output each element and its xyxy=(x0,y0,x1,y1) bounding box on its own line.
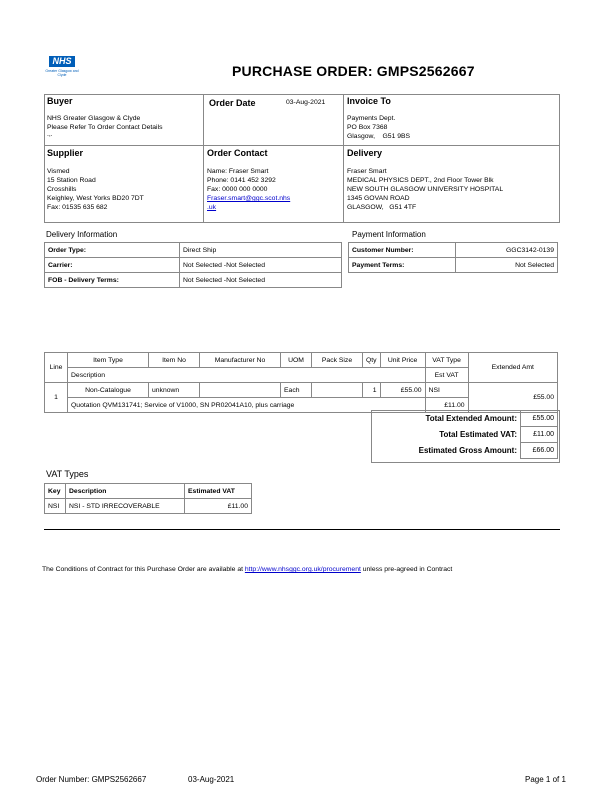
invoice-to-section xyxy=(347,96,555,141)
col-line: Line xyxy=(45,353,68,383)
delivery-line1: Fraser Smart xyxy=(347,168,387,175)
supplier-line2: 15 Station Road xyxy=(47,177,96,184)
col-vat-type: VAT Type xyxy=(425,353,468,368)
order-contact-label: Order Contact xyxy=(207,148,268,158)
invoice-to-label: Invoice To xyxy=(347,96,391,106)
total-extended-value: £55.00 xyxy=(521,411,558,427)
delivery-info-label: FOB - Delivery Terms: xyxy=(45,273,180,288)
col-extended: Extended Amt xyxy=(468,353,557,383)
vat-types-heading: VAT Types xyxy=(46,469,89,479)
table-row xyxy=(45,273,342,288)
total-gross-label: Estimated Gross Amount: xyxy=(418,446,517,455)
table-row xyxy=(371,443,558,459)
table-row xyxy=(349,243,558,258)
total-gross-value: £66.00 xyxy=(521,443,558,459)
delivery-line2: MEDICAL PHYSICS DEPT., 2nd Floor Tower Blk xyxy=(347,177,494,184)
cell-item-no: unknown xyxy=(149,383,200,398)
payment-info-label: Payment Terms: xyxy=(349,258,456,273)
table-header-row xyxy=(45,484,252,499)
delivery-info-label: Carrier: xyxy=(45,258,180,273)
cell-unit-price: £55.00 xyxy=(380,383,425,398)
conditions-before: The Conditions of Contract for this Purchase Order are available at xyxy=(42,566,245,573)
cell-line: 1 xyxy=(45,383,68,413)
cell-vat-type: NSI xyxy=(425,383,468,398)
table-row xyxy=(45,258,342,273)
col-item-type: Item Type xyxy=(68,353,149,368)
cell-qty: 1 xyxy=(363,383,381,398)
nhs-logo-subtitle: Greater Glasgow and Clyde xyxy=(45,69,79,77)
table-row xyxy=(371,427,558,443)
table-row xyxy=(45,383,558,398)
delivery-line3: NEW SOUTH GLASGOW UNIVERSITY HOSPITAL xyxy=(347,186,504,193)
vat-types-table xyxy=(44,483,252,514)
delivery-info-label: Order Type: xyxy=(45,243,180,258)
conditions-text xyxy=(42,566,452,573)
section-divider xyxy=(44,529,560,530)
buyer-line3: .,. xyxy=(47,131,53,138)
payment-info-label: Customer Number: xyxy=(349,243,456,258)
address-divider-v1 xyxy=(203,94,204,222)
order-date-value: 03-Aug-2021 xyxy=(286,99,326,106)
col-qty: Qty xyxy=(363,353,381,368)
footer-order-number: Order Number: GMPS2562667 xyxy=(36,775,147,784)
order-date-label: Order Date xyxy=(209,98,256,108)
delivery-label: Delivery xyxy=(347,148,383,158)
footer-page: Page 1 of 1 xyxy=(525,775,566,784)
cell-description: Quotation QVM131741; Service of V1000, SN PR02041A10, plus carriage xyxy=(68,398,426,413)
page-title: PURCHASE ORDER: GMPS2562667 xyxy=(232,63,475,79)
supplier-line4: Keighley, West Yorks BD20 7DT xyxy=(47,195,144,202)
supplier-line5: Fax: 01535 635 682 xyxy=(47,204,108,211)
cell-est-vat: £11.00 xyxy=(425,398,468,413)
procurement-link[interactable]: http://www.nhsggc.org.uk/procurement xyxy=(244,566,361,573)
conditions-after: unless pre-agreed in Contract xyxy=(360,566,453,573)
supplier-label: Supplier xyxy=(47,148,84,158)
order-contact-fax: Fax: 0000 000 0000 xyxy=(207,186,268,193)
col-manufacturer: Manufacturer No xyxy=(200,353,281,368)
table-row xyxy=(349,258,558,273)
col-unit-price: Unit Price xyxy=(380,353,425,368)
payment-info-table xyxy=(348,242,558,273)
delivery-info-heading: Delivery Information xyxy=(46,230,118,239)
delivery-info-value: Direct Ship xyxy=(180,243,342,258)
nhs-logo-mark: NHS xyxy=(49,56,75,67)
col-pack-size: Pack Size xyxy=(312,353,363,368)
delivery-section xyxy=(347,148,557,212)
order-contact-phone: Phone: 0141 452 3292 xyxy=(207,177,276,184)
col-item-no: Item No xyxy=(149,353,200,368)
totals-table xyxy=(371,410,558,459)
table-row xyxy=(45,499,252,514)
cell-uom: Each xyxy=(281,383,312,398)
total-vat-value: £11.00 xyxy=(521,427,558,443)
col-description: Description xyxy=(68,368,426,383)
table-header-row xyxy=(45,353,558,368)
col-est-vat: Est VAT xyxy=(425,368,468,383)
cell-extended: £55.00 xyxy=(468,383,557,413)
table-row xyxy=(45,243,342,258)
vat-cell-key: NSI xyxy=(45,499,66,514)
address-divider-v2 xyxy=(343,94,344,222)
order-contact-email-link[interactable]: Fraser.smart@ggc.scot.nhs xyxy=(207,195,291,202)
delivery-info-table xyxy=(44,242,342,288)
vat-col-key: Key xyxy=(45,484,66,499)
cell-manufacturer xyxy=(200,383,281,398)
buyer-line2: Please Refer To Order Contact Details xyxy=(47,124,163,131)
col-uom: UOM xyxy=(281,353,312,368)
supplier-line1: Vismed xyxy=(47,168,70,175)
vat-col-description: Description xyxy=(66,484,185,499)
invoice-to-line3: Glasgow, G51 9BS xyxy=(347,133,411,140)
footer-date: 03-Aug-2021 xyxy=(188,775,235,784)
total-vat-label: Total Estimated VAT: xyxy=(439,430,517,439)
vat-cell-estimated: £11.00 xyxy=(185,499,252,514)
payment-info-value: GGC3142-0139 xyxy=(456,243,558,258)
payment-info-value: Not Selected xyxy=(456,258,558,273)
payment-info-heading: Payment Information xyxy=(352,230,426,239)
delivery-line5: GLASGOW, G51 4TF xyxy=(347,204,417,211)
line-items-table xyxy=(44,352,558,413)
address-divider xyxy=(44,145,559,146)
delivery-info-value: Not Selected -Not Selected xyxy=(180,258,342,273)
vat-cell-description: NSI - STD IRRECOVERABLE xyxy=(66,499,185,514)
order-contact-email-link-cont[interactable]: .uk xyxy=(207,204,217,211)
nhs-logo xyxy=(44,56,80,84)
delivery-info-value: Not Selected -Not Selected xyxy=(180,273,342,288)
order-contact-section xyxy=(207,148,341,212)
buyer-line1: NHS Greater Glasgow & Clyde xyxy=(47,115,141,122)
vat-col-estimated: Estimated VAT xyxy=(185,484,252,499)
supplier-section xyxy=(47,148,201,212)
total-extended-label: Total Extended Amount: xyxy=(425,414,517,423)
supplier-line3: Crosshills xyxy=(47,186,77,193)
cell-item-type: Non-Catalogue xyxy=(68,383,149,398)
buyer-label: Buyer xyxy=(47,96,73,106)
invoice-to-line2: PO Box 7368 xyxy=(347,124,388,131)
cell-pack-size xyxy=(312,383,363,398)
table-row xyxy=(371,411,558,427)
delivery-line4: 1345 GOVAN ROAD xyxy=(347,195,410,202)
order-contact-name: Name: Fraser Smart xyxy=(207,168,269,175)
buyer-section xyxy=(47,96,201,137)
invoice-to-line1: Payments Dept. xyxy=(347,115,396,122)
